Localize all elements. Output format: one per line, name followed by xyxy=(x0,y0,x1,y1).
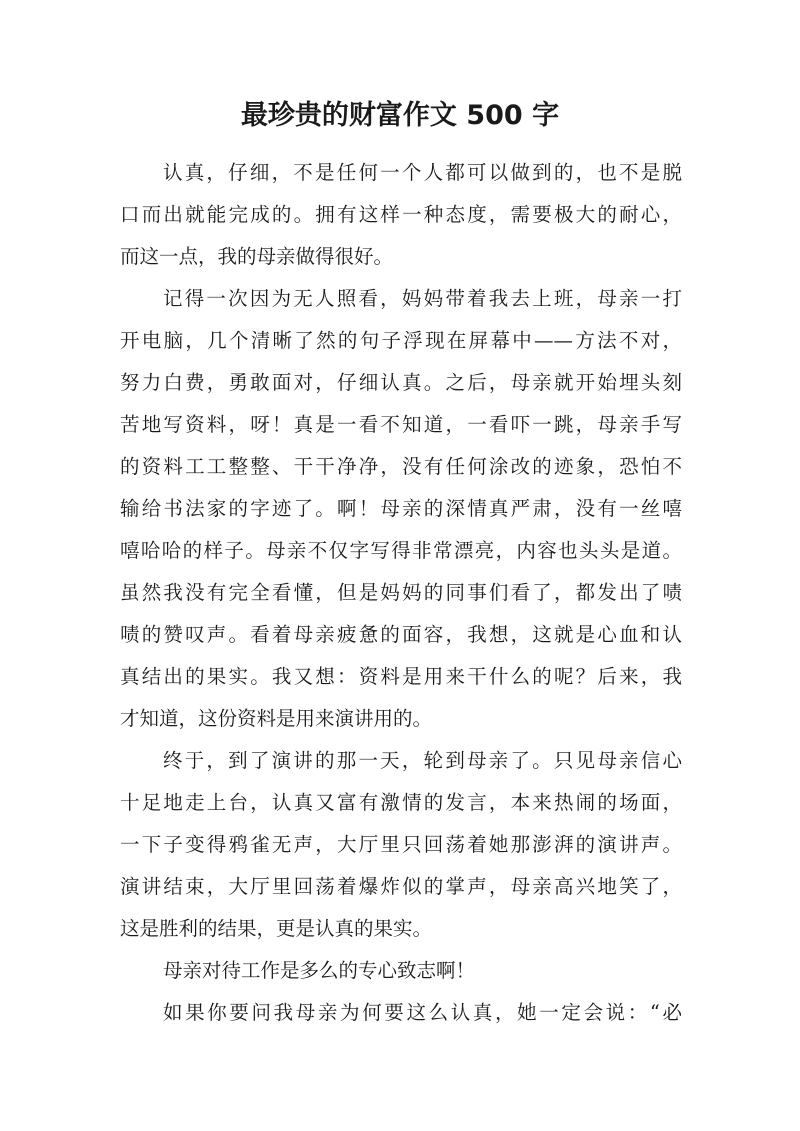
body-line: 输给书法家的字迹了。啊！母亲的深情真严肃，没有一丝嘻 xyxy=(120,497,682,520)
body-line: 这是胜利的结果，更是认真的果实。 xyxy=(120,917,433,940)
body-line: 如果你要问我母亲为何要这么认真，她一定会说：“必 xyxy=(163,1001,682,1024)
body-line: 终于，到了演讲的那一天，轮到母亲了。只见母亲信心 xyxy=(163,749,682,772)
body-line: 真结出的果实。我又想：资料是用来干什么的呢？后来，我 xyxy=(120,665,682,688)
body-line: 努力白费，勇敢面对，仔细认真。之后，母亲就开始埋头刻 xyxy=(120,371,682,394)
document-title: 最珍贵的财富作文 500 字 xyxy=(240,100,560,131)
body-line: 十足地走上台，认真又富有激情的发言，本来热闹的场面， xyxy=(120,791,682,814)
body-line: 演讲结束，大厅里回荡着爆炸似的掌声，母亲高兴地笑了， xyxy=(120,875,682,898)
body-line: 虽然我没有完全看懂，但是妈妈的同事们看了，都发出了啧 xyxy=(120,581,682,604)
body-line: 的资料工工整整、干干净净，没有任何涂改的迹象，恐怕不 xyxy=(120,455,682,478)
body-line: 一下子变得鸦雀无声，大厅里只回荡着她那澎湃的演讲声。 xyxy=(120,833,682,856)
body-line: 开电脑，几个清晰了然的句子浮现在屏幕中——方法不对， xyxy=(120,329,682,352)
body-line: 认真，仔细，不是任何一个人都可以做到的，也不是脱 xyxy=(163,161,682,184)
body-line: 而这一点，我的母亲做得很好。 xyxy=(120,245,394,268)
body-line: 记得一次因为无人照看，妈妈带着我去上班，母亲一打 xyxy=(163,287,682,310)
body-line: 母亲对待工作是多么的专心致志啊！ xyxy=(163,959,476,982)
body-line: 口而出就能完成的。拥有这样一种态度，需要极大的耐心， xyxy=(120,203,682,226)
body-line: 啧的赞叹声。看着母亲疲惫的面容，我想，这就是心血和认 xyxy=(120,623,682,646)
body-line: 才知道，这份资料是用来演讲用的。 xyxy=(120,707,433,730)
body-line: 嘻哈哈的样子。母亲不仅字写得非常漂亮，内容也头头是道。 xyxy=(120,539,682,562)
document-body xyxy=(120,152,682,1034)
body-line: 苦地写资料，呀！真是一看不知道，一看吓一跳，母亲手写 xyxy=(120,413,682,436)
